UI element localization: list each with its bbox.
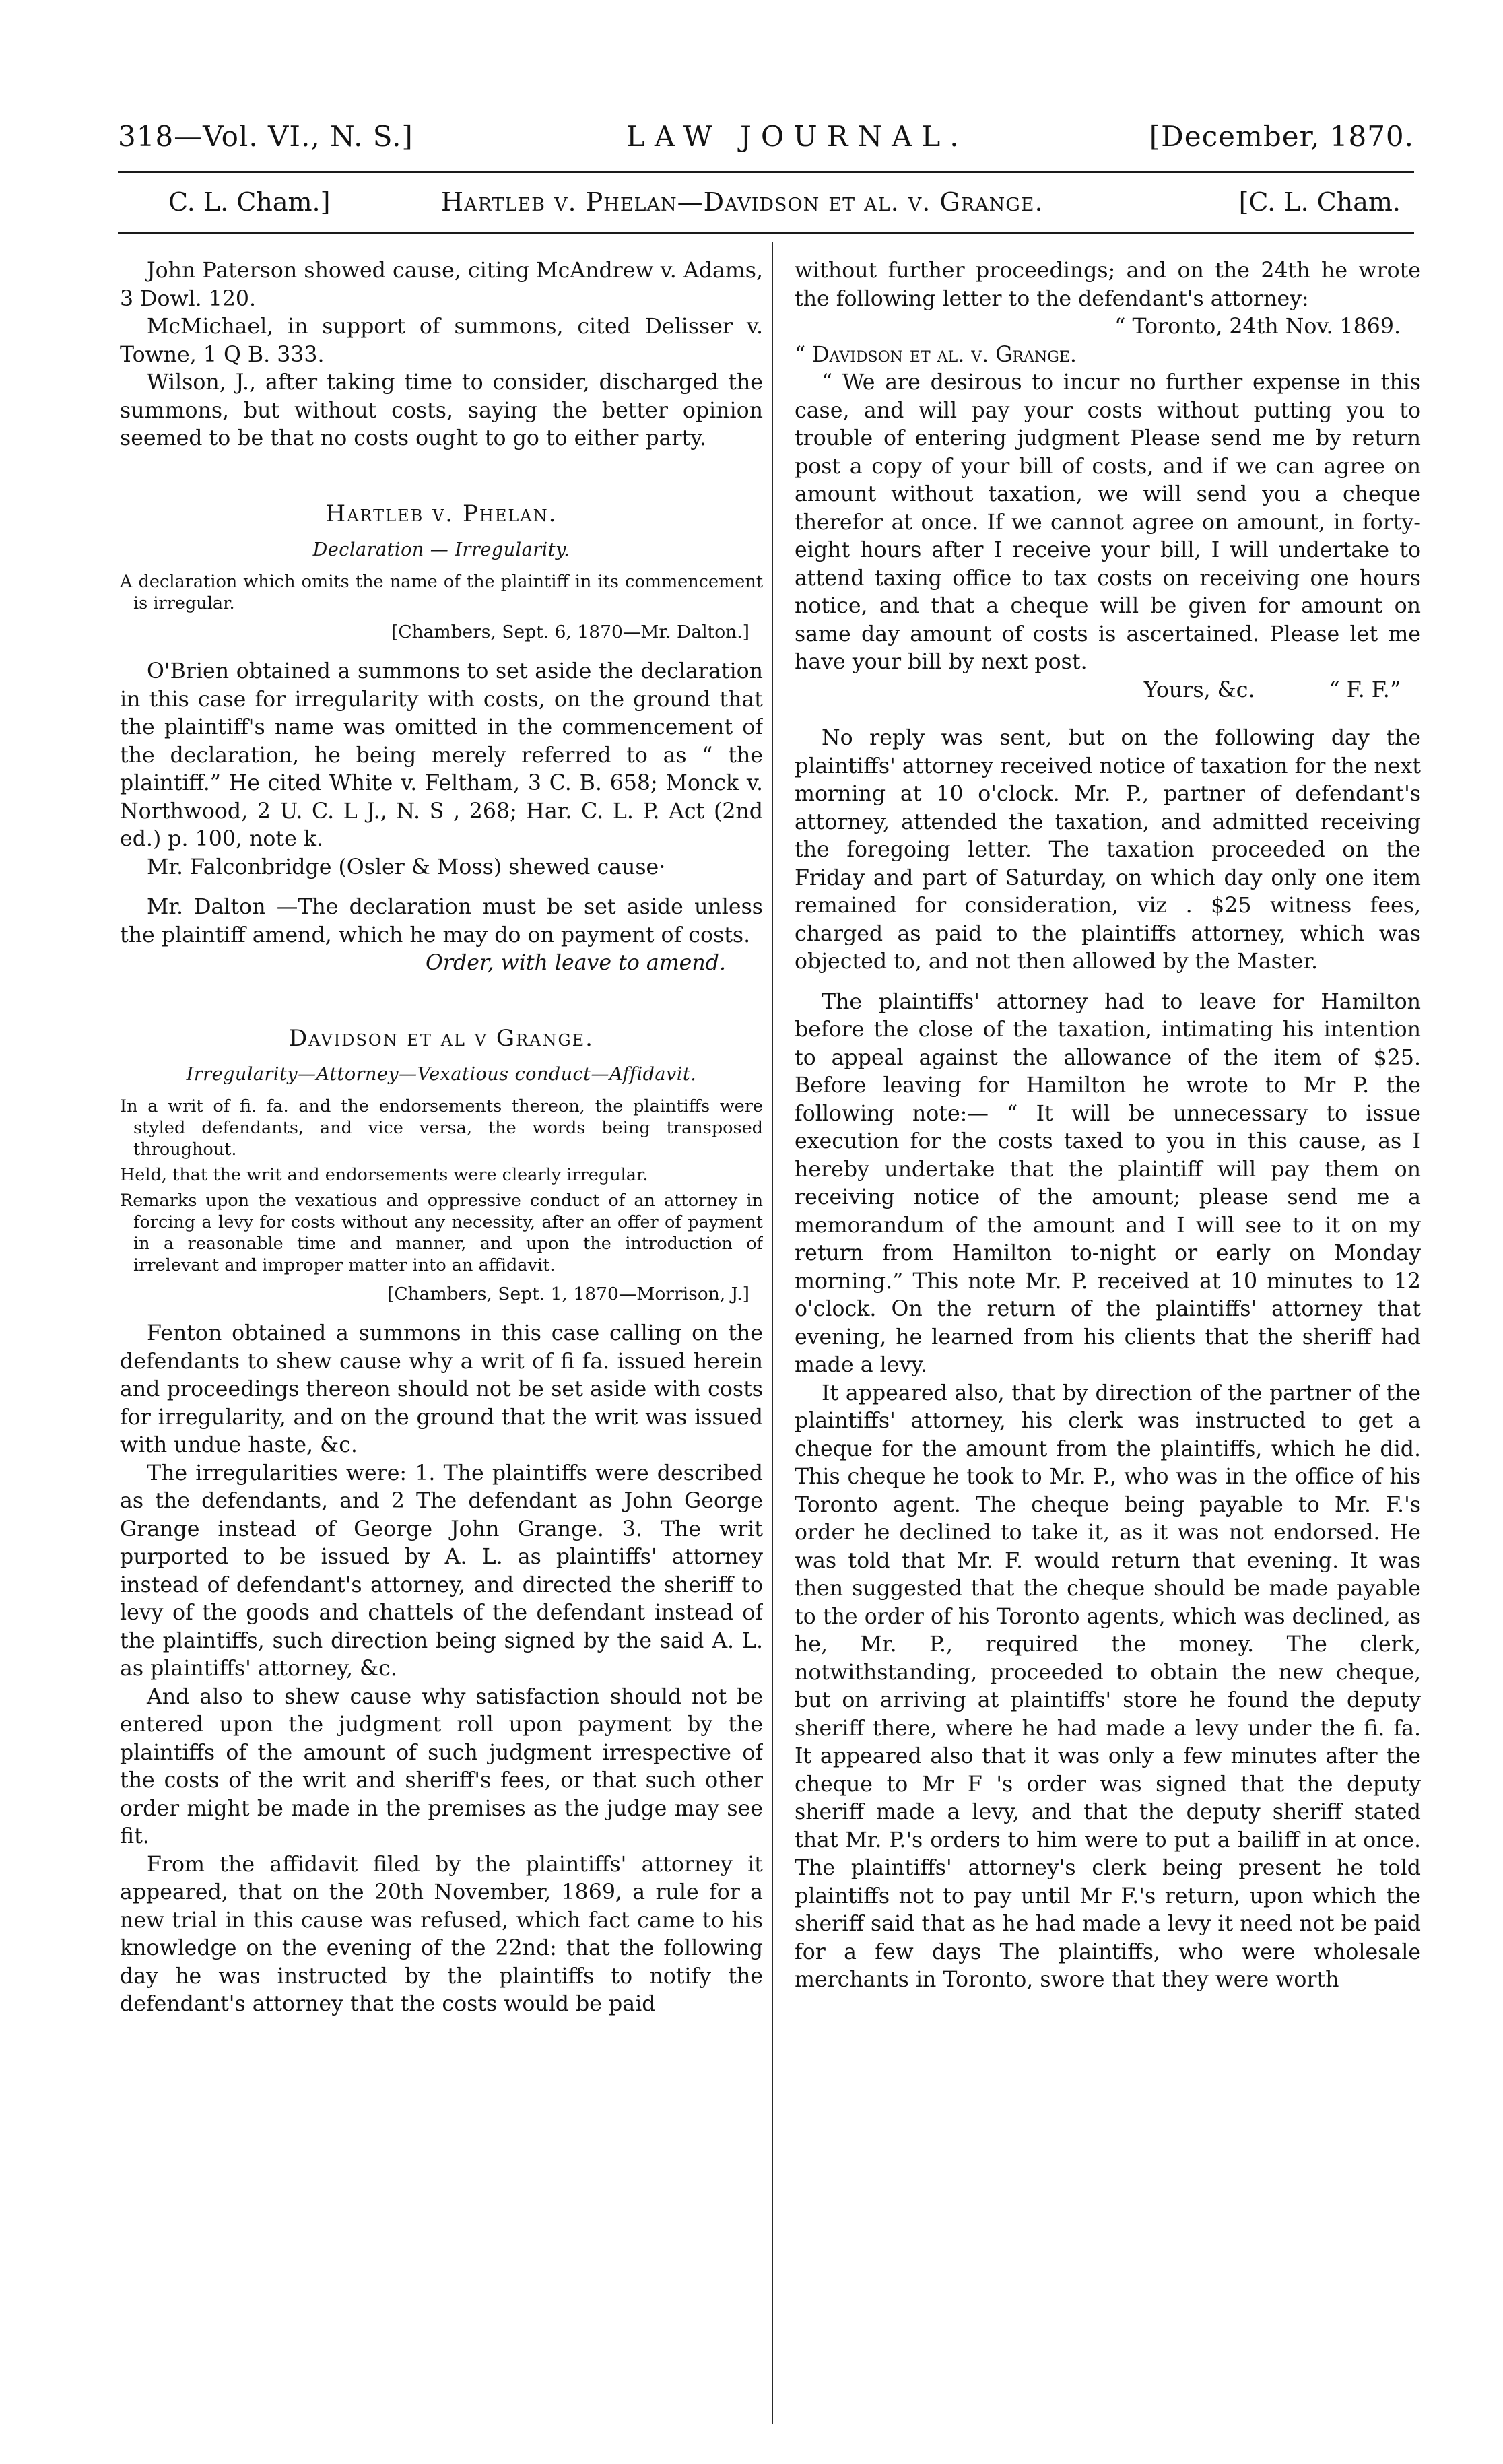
paragraph: The irregularities were: 1. The plaintiffs were described as the defendants, and 2 The defendant as John George Grange instead of George John Grange. 3. The writ purported to be issued by A. L. as plaintiffs' attorney instead of defendant's attorney, and directed the sheriff to levy of the goods and chattels of the defendant instead of the plaintiffs, such direction being signed by the said A. L. as plaintiffs' attorney, &c. [120, 1461, 763, 1681]
case-subtitle: Declaration — Irregularity. [312, 539, 570, 560]
paragraph: McMichael, in support of summons, cited Delisser v. Towne, 1 Q B. 333. [120, 314, 763, 367]
header-rule [118, 171, 1414, 173]
paragraph: Mr. Dalton —The declaration must be set aside unless the plaintiff amend, which he may do on payment of costs. [120, 895, 763, 947]
paragraph: Mr. Falconbridge (Osler & Moss) shewed cause· [147, 855, 666, 879]
issue-date: [December, 1870. [1149, 120, 1414, 153]
paragraph: without further proceedings; and on the 24th he wrote the following letter to the defendant's attorney: [795, 259, 1421, 311]
letter-date: “ Toronto, 24th Nov. 1869. [1114, 314, 1401, 339]
paragraph: Fenton obtained a summons in this case calling on the defendants to shew cause why a writ of fi fa. issued herein and proceedings thereon should not be set aside with costs for irregularity, and on the ground that the writ was issued with undue haste, &c. [120, 1321, 763, 1457]
paragraph: From the affidavit filed by the plaintiffs' attorney it appeared, that on the 20th November, 1869, a rule for a new trial in this cause was refused, which fact came to his knowledge on the evening of the 22nd: that the following day he was instructed by the plaintiffs to notify the defendant's attorney that the costs would be paid [120, 1852, 763, 2016]
paragraph: John Paterson showed cause, citing McAndrew v. Adams, 3 Dowl. 120. [120, 259, 763, 311]
case-title: Davidson et al v Grange. [289, 1024, 594, 1052]
court-order: Order, with leave to amend. [426, 951, 726, 975]
letter-signature-line [795, 677, 1421, 705]
court-citation: [Chambers, Sept. 6, 1870—Mr. Dalton.] [391, 621, 749, 642]
paragraph: Wilson, J., after taking time to consider, discharged the summons, but without costs, saying the better opinion seemed to be that no costs ought to go to either party. [120, 370, 763, 451]
paragraph: O'Brien obtained a summons to set aside the declaration in this case for irregularity with costs, on the ground that the plaintiff's name was omitted in the commencement of the declaration, he being merely referred to as “ the plaintiff.” He cited White v. Feltham, 3 C. B. 658; Monck v. Northwood, 2 U. C. L J., N. S , 268; Har. C. L. P. Act (2nd ed.) p. 100, note k. [120, 659, 763, 851]
case-header [118, 187, 1414, 228]
court-citation: [Chambers, Sept. 1, 1870—Morrison, J.] [387, 1283, 749, 1304]
right-column [795, 257, 1421, 2439]
paragraph: And also to shew cause why satisfaction should not be entered upon the judgment roll upon payment by the plaintiffs of the amount of such judgment irrespective of the costs of the writ and sheriff's fees, or that such other order might be made in the premises as the judge may see fit. [120, 1684, 763, 1849]
letter-closing: Yours, &c. [1143, 677, 1255, 702]
case-names: Hartleb v. Phelan—Davidson et al. v. Grange. [441, 187, 1044, 217]
case-title: Hartleb v. Phelan. [325, 500, 558, 527]
spacer [795, 704, 1421, 725]
running-header [118, 120, 1414, 167]
left-column [120, 257, 763, 2439]
journal-title: LAW JOURNAL. [626, 120, 968, 153]
volume-number: 318—Vol. VI., N. S.] [118, 120, 413, 153]
headnote: Remarks upon the vexatious and oppressive conduct of an attorney in forcing a levy for costs without any necessity, after an offer of payment in a reasonable time and manner, and upon the introduction of irrelevant and improper matter into an affidavit. [120, 1190, 763, 1275]
headnote: In a writ of fi. fa. and the endorsements thereon, the plaintiffs were styled defendants, and vice versa, the words being transposed throughout. [120, 1096, 763, 1160]
letter-signature: “ F. F.” [1329, 677, 1401, 702]
letter-title: “ Davidson et al. v. Grange. [795, 342, 1077, 367]
court-left: C. L. Cham.] [168, 187, 331, 217]
paragraph: It appeared also, that by direction of the partner of the plaintiffs' attorney, his clerk was instructed to get a cheque for the amount from the plaintiffs, which he did. This cheque he took to Mr. P., who was in the office of his Toronto agent. The cheque being payable to Mr. F.'s order he declined to take it, as it was not endorsed. He was told that Mr. F. would return that evening. It was then suggested that the cheque should be made payable to the order of his Toronto agents, which was declined, as he, Mr. P., required the money. The clerk, notwithstanding, proceeded to obtain the new cheque, but on arriving at plaintiffs' store he found the deputy sheriff there, where he had made a levy under the fi. fa. It appeared also that it was only a few minutes after the cheque to Mr F 's order was signed that the deputy sheriff made a levy, and that the deputy sheriff stated that Mr. P.'s orders to him were to put a bailiff in at once. The plaintiffs' attorney's clerk being present he told plaintiffs not to pay until Mr F.'s return, upon which the sheriff said that as he had made a levy it need not be paid for a few days The plaintiffs, who were wholesale merchants in Toronto, swore that they were worth [795, 1380, 1421, 1992]
headnote: Held, that the writ and endorsements were clearly irregular. [120, 1164, 648, 1185]
column-divider [772, 242, 773, 2424]
case-subtitle: Irregularity—Attorney—Vexatious conduct—Affidavit. [186, 1064, 697, 1085]
paragraph: The plaintiffs' attorney had to leave for Hamilton before the close of the taxation, intimating his intention to appeal against the allowance of the item of $25. Before leaving for Hamilton he wrote to Mr P. the following note:— “ It will be unnecessary to issue execution for the costs taxed to you in this cause, as I hereby undertake that the plaintiff will pay them on receiving notice of the amount; please send me a memorandum of the amount and I will see to it on my return from Hamilton to-night or early on Monday morning.” This note Mr. P. received at 10 minutes to 12 o'clock. On the return of the plaintiffs' attorney that evening, he learned from his clients that the sheriff had made a levy. [795, 989, 1421, 1377]
court-right: [C. L. Cham. [1238, 187, 1401, 217]
letter-body: “ We are desirous to incur no further expense in this case, and will pay your costs without putting you to trouble of entering judgment Please send me by return post a copy of your bill of costs, and if we can agree on amount without taxation, we will send you a cheque therefor at once. If we cannot agree on amount, in forty-eight hours after I receive your bill, I will undertake to attend taxing office to tax costs on receiving one hours notice, and that a cheque will be given for amount on same day amount of costs is ascertained. Please let me have your bill by next post. [795, 370, 1421, 674]
headnote: A declaration which omits the name of the plaintiff in its commencement is irregular. [120, 571, 763, 613]
paragraph: No reply was sent, but on the following day the plaintiffs' attorney received notice of taxation for the next morning at 10 o'clock. Mr. P., partner of defendant's attorney, attended the taxation, and admitted receiving the foregoing letter. The taxation proceeded on the Friday and part of Saturday, on which day only one item remained for consideration, viz . $25 witness fees, charged as paid to the plaintiffs attorney, which was objected to, and not then allowed by the Master. [795, 726, 1421, 974]
subheader-rule [118, 232, 1414, 234]
